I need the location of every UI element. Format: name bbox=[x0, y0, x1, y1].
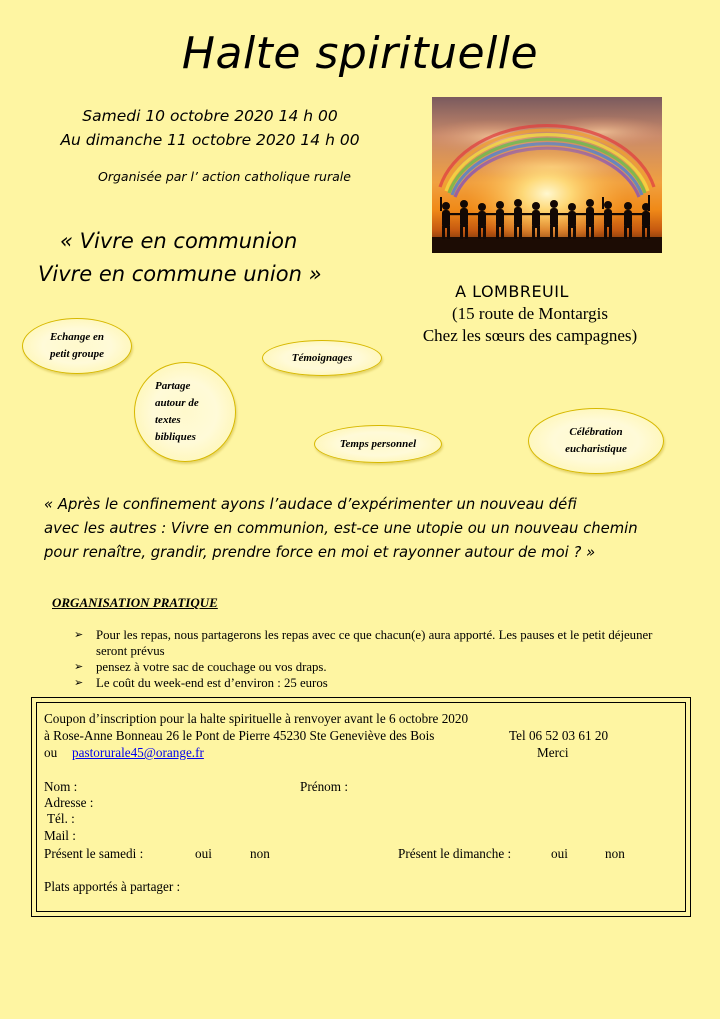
organiser-text: Organisée par l’ action catholique rurale bbox=[98, 169, 351, 184]
coupon-header: Coupon d’inscription pour la halte spirituelle à renvoyer avant le 6 octobre 2020 bbox=[44, 711, 469, 726]
bubble-echange-label: Echange en petit groupe bbox=[49, 331, 105, 360]
bubble-temps bbox=[314, 425, 442, 463]
bubble-temoignages bbox=[262, 340, 382, 376]
page-title: Halte spirituelle bbox=[181, 28, 539, 79]
location-name: A LOMBREUIL bbox=[455, 282, 569, 301]
bubble-temps-label: Temps personnel bbox=[339, 437, 417, 450]
plats-label: Plats apportés à partager : bbox=[44, 879, 181, 894]
location-address: (15 route de Montargis bbox=[452, 304, 608, 323]
quote-line-1: « Après le confinement ayons l’audace d’expérimenter un nouveau défi bbox=[44, 496, 577, 513]
dimanche-non-option[interactable]: non bbox=[605, 846, 625, 861]
sunset-rainbow-people-holding-hands-photo bbox=[432, 97, 662, 253]
location-host: Chez les sœurs des campagnes) bbox=[422, 326, 638, 345]
list-item-text: Le coût du week-end est d’environ : 25 euros bbox=[96, 676, 328, 690]
samedi-label: Présent le samedi : bbox=[44, 846, 144, 861]
location-block bbox=[400, 281, 660, 347]
theme-line-1: « Vivre en communion bbox=[60, 229, 298, 253]
bubble-partage-label: Partage autour de textes bibliques bbox=[155, 380, 199, 443]
email-link[interactable]: pastorurale45@orange.fr bbox=[72, 745, 204, 760]
arrow-bullet-icon: ➢ bbox=[74, 677, 84, 689]
prenom-label: Prénom : bbox=[300, 779, 348, 794]
arrow-bullet-icon: ➢ bbox=[74, 629, 84, 641]
date-end: Au dimanche 11 octobre 2020 14 h 00 bbox=[60, 131, 360, 149]
tel-label: Tél. : bbox=[47, 811, 75, 826]
quote-line-3: pour renaître, grandir, prendre force en moi et rayonner autour de moi ? » bbox=[44, 544, 596, 561]
bubble-temoignages-label: Témoignages bbox=[291, 351, 353, 364]
quote-line-2: avec les autres : Vivre en communion, est-ce une utopie ou un nouveau chemin bbox=[44, 520, 638, 537]
theme-line-2: Vivre en commune union » bbox=[38, 262, 322, 286]
list-item-text: pensez à votre sac de couchage ou vos draps. bbox=[96, 660, 327, 674]
arrow-bullet-icon: ➢ bbox=[74, 661, 84, 673]
list-item bbox=[74, 627, 674, 659]
practical-title: ORGANISATION PRATIQUE bbox=[52, 595, 218, 610]
adresse-label: Adresse : bbox=[44, 795, 94, 810]
bubble-celebration-label: Célébration eucharistique bbox=[565, 426, 627, 455]
bubble-echange bbox=[22, 318, 132, 374]
list-item-text: Pour les repas, nous partagerons les repas avec ce que chacun(e) aura apporté. Les pauses et le petit déjeuner seront prévus bbox=[96, 628, 653, 658]
dimanche-oui-option[interactable]: oui bbox=[551, 846, 568, 861]
list-item bbox=[74, 659, 674, 675]
theme-text bbox=[38, 225, 322, 291]
dimanche-label: Présent le dimanche : bbox=[398, 846, 512, 861]
coupon-or: ou bbox=[44, 745, 58, 760]
bubble-partage bbox=[134, 362, 236, 462]
samedi-non-option[interactable]: non bbox=[250, 846, 270, 861]
coupon-thanks: Merci bbox=[537, 745, 569, 760]
quote-block bbox=[44, 493, 684, 565]
coupon-address: à Rose-Anne Bonneau 26 le Pont de Pierre 45230 Ste Geneviève des Bois bbox=[44, 728, 435, 743]
date-start: Samedi 10 octobre 2020 14 h 00 bbox=[82, 107, 338, 125]
list-item bbox=[74, 675, 674, 691]
coupon-tel: Tel 06 52 03 61 20 bbox=[509, 728, 609, 743]
mail-label: Mail : bbox=[44, 828, 76, 843]
samedi-oui-option[interactable]: oui bbox=[195, 846, 212, 861]
bubble-celebration bbox=[528, 408, 664, 474]
practical-list bbox=[74, 627, 674, 691]
event-dates bbox=[40, 104, 380, 152]
nom-label: Nom : bbox=[44, 779, 78, 794]
